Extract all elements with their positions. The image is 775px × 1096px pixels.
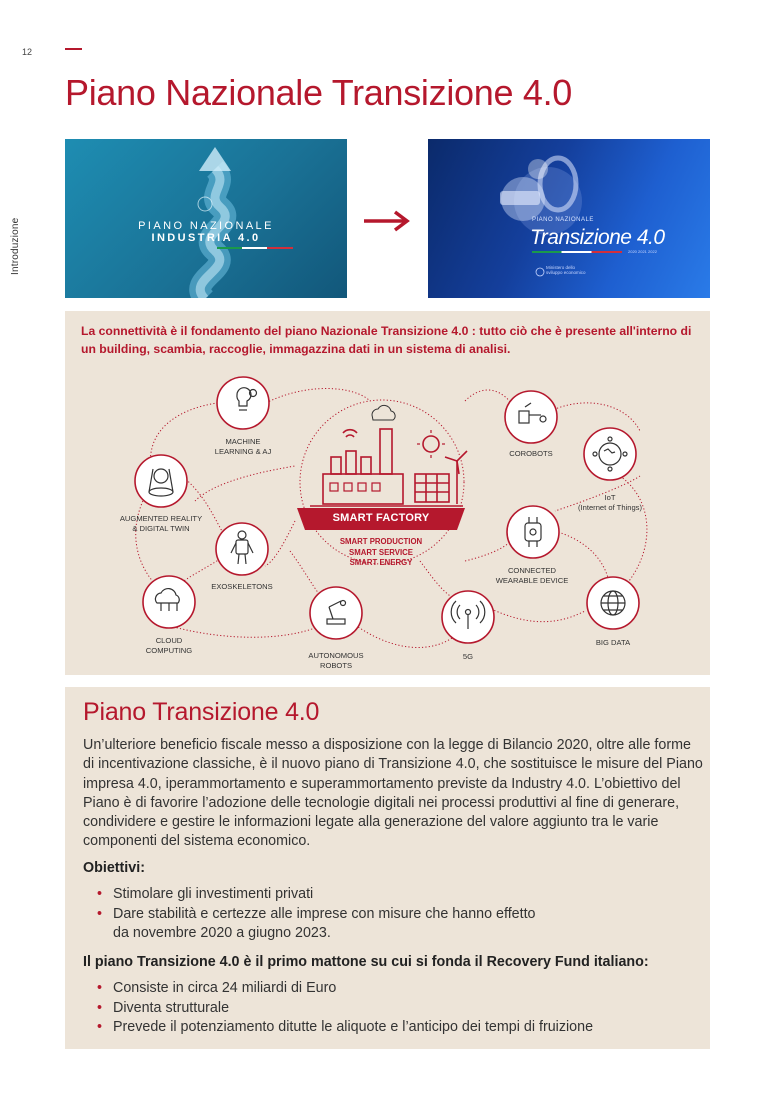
machine-learning-node <box>217 377 269 429</box>
transizione-small-label: PIANO NAZIONALE <box>532 217 594 223</box>
autonomous-robots-node <box>310 587 362 639</box>
factory-illustration <box>323 405 467 504</box>
wearable-node <box>507 506 559 558</box>
objectives-heading: Obiettivi: <box>83 860 145 876</box>
smart-lines <box>297 537 465 569</box>
list-item: • Stimolare gli investimenti privati <box>97 885 537 905</box>
italian-flag-line <box>532 251 622 253</box>
accent-dash <box>65 48 82 50</box>
smart-line: SMART SERVICE <box>349 547 413 557</box>
smart-line: SMART PRODUCTION <box>339 537 423 546</box>
infographic-intro: La connettività è il fondamento del piano Nazionale Transizione 4.0 : tutto ciò che è presente all'interno di un building, scambia, raccoglie, immagazzina dati in un sistema di analisi. <box>81 324 692 356</box>
section-body: Un’ulteriore beneficio fiscale messo a disposizione con la legge di Bilancio 2020, oltre alle forme di incentivazione classiche, è il nuovo piano di Transizione 4.0, che sostituisce le misure del Piano impresa 4.0, iperammortamento e superammortamento previste da Industry 4.0. L’obiettivo del Piano è di favorire l’adozione delle tecnologie digitali nei processi produttivi al fine di generare, condividere e gestire le informazioni legate alla generazione del valore aggiunto tra le varie componenti del sistema economico. <box>83 737 703 850</box>
node-label-corobots: COROBOTS <box>509 449 553 458</box>
page-title: Piano Nazionale Transizione 4.0 <box>65 72 573 113</box>
spiral-arrow-graphic <box>65 139 347 298</box>
industria-title-line1: PIANO NAZIONALE <box>138 220 274 232</box>
list-item: • Dare stabilità e certezze alle imprese con misure che hanno effetto da novembre 2020 a giugno 2023. <box>97 905 537 944</box>
italian-flag-line <box>217 247 293 249</box>
smart-factory-infographic <box>65 311 710 675</box>
node-label-cloud: CLOUD COMPUTING <box>145 636 193 655</box>
iot-node <box>584 428 636 480</box>
augmented-reality-node <box>135 455 187 507</box>
recovery-list <box>97 979 697 1038</box>
node-label-exoskeletons: EXOSKELETONS <box>211 582 273 591</box>
list-item: • Diventa strutturale <box>97 999 697 1019</box>
transizione-4-0-cover-image <box>428 139 710 298</box>
transizione-big-label: Transizione 4.0 <box>530 226 665 249</box>
smart-factory-label: SMART FACTORY <box>332 512 430 524</box>
section-side-label: Introduzione <box>10 217 21 275</box>
section-title: Piano Transizione 4.0 <box>83 698 320 726</box>
arrow-right-icon <box>362 209 412 233</box>
objectives-list <box>97 885 537 944</box>
smart-line: SMART ENERGY <box>349 558 413 567</box>
node-label-augmented-reality: AUGMENTED REALITY & DIGITAL TWIN <box>119 514 203 533</box>
list-item: • Consiste in circa 24 miliardi di Euro <box>97 979 697 999</box>
node-label-big-data: BIG DATA <box>595 638 631 647</box>
recovery-heading: Il piano Transizione 4.0 è il primo mattone su cui si fonda il Recovery Fund italiano: <box>83 954 649 970</box>
ministry-label: Ministero dello sviluppo economico <box>546 265 586 275</box>
industria-title-line2: INDUSTRIA 4.0 <box>151 232 261 244</box>
years-label: 2020 2021 2022 <box>628 249 657 254</box>
transizione-text-section <box>65 687 710 1049</box>
page-number: 12 <box>22 47 33 57</box>
node-label-5g: 5G <box>462 652 474 661</box>
corobots-node <box>505 391 557 443</box>
node-label-machine-learning: MACHINE LEARNING & AJ <box>214 437 272 456</box>
cloud-node <box>143 576 195 628</box>
node-label-autonomous-robots: AUTONOMOUS ROBOTS <box>308 651 364 670</box>
industria-4-0-cover-image <box>65 139 347 298</box>
list-item: • Prevede il potenziamento ditutte le aliquote e l’anticipo dei tempi di fruizione <box>97 1018 697 1038</box>
node-label-wearable: CONNECTED WEARABLE DEVICE <box>495 566 569 585</box>
node-label-iot: IoT (Internet of Things) <box>577 493 643 512</box>
